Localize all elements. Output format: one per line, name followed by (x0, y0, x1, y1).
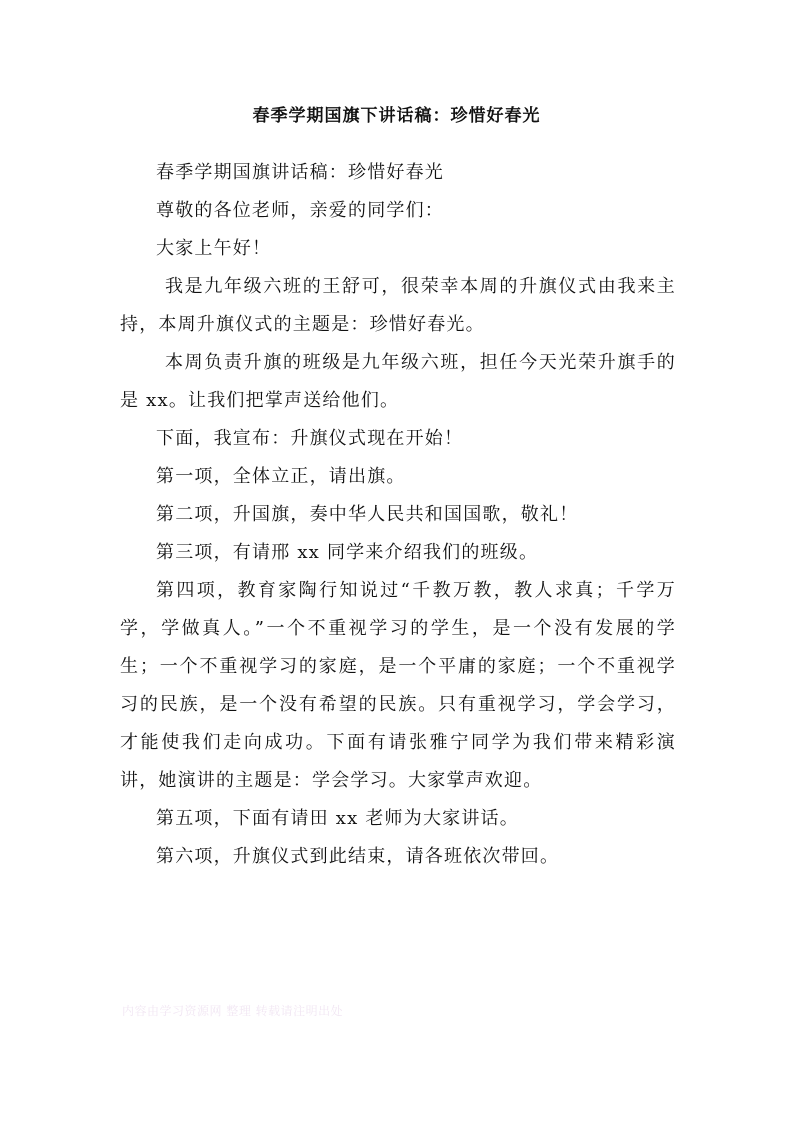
paragraph-item-6: 第六项，升旗仪式到此结束，请各班依次带回。 (156, 846, 560, 867)
paragraph-flag-class: 本周负责升旗的班级是九年级六班，担任今天光荣升旗手的是 xx。让我们把掌声送给他们。 (120, 352, 676, 411)
paragraph-announcement: 下面，我宣布：升旗仪式现在开始！ (156, 428, 464, 449)
paragraph-item-4: 第四项，教育家陶行知说过“千教万教，教人求真；千学万学，学做真人。”一个不重视学习的学生，是一个没有发展的学生；一个不重视学习的家庭，是一个平庸的家庭；一个不重视学习的民族，是一个没有希望的民族。只有重视学习，学会学习，才能使我们走向成功。下面有请张雅宁同学为我们带来精彩演讲，她演讲的主题是：学会学习。大家掌声欢迎。 (120, 580, 676, 791)
document-body (120, 154, 676, 876)
paragraph-item-2: 第二项，升国旗，奏中华人民共和国国歌，敬礼！ (156, 504, 579, 525)
paragraph-item-1: 第一项，全体立正，请出旗。 (156, 466, 406, 487)
paragraph-item-5: 第五项，下面有请田 xx 老师为大家讲话。 (156, 808, 519, 829)
paragraph-greeting: 大家上午好！ (156, 238, 272, 259)
paragraph-salutation: 尊敬的各位老师，亲爱的同学们： (156, 200, 444, 221)
faint-footer-text: 内容由学习资源网 整理 转载请注明出处 (122, 1004, 344, 1018)
document-title: 春季学期国旗下讲话稿：珍惜好春光 (252, 106, 541, 126)
paragraph-subtitle: 春季学期国旗讲话稿：珍惜好春光 (156, 162, 444, 183)
paragraph-item-3: 第三项，有请邢 xx 同学来介绍我们的班级。 (156, 542, 539, 563)
paragraph-host-intro: 我是九年级六班的王舒可，很荣幸本周的升旗仪式由我来主持，本周升旗仪式的主题是：珍惜好春光。 (120, 276, 676, 335)
